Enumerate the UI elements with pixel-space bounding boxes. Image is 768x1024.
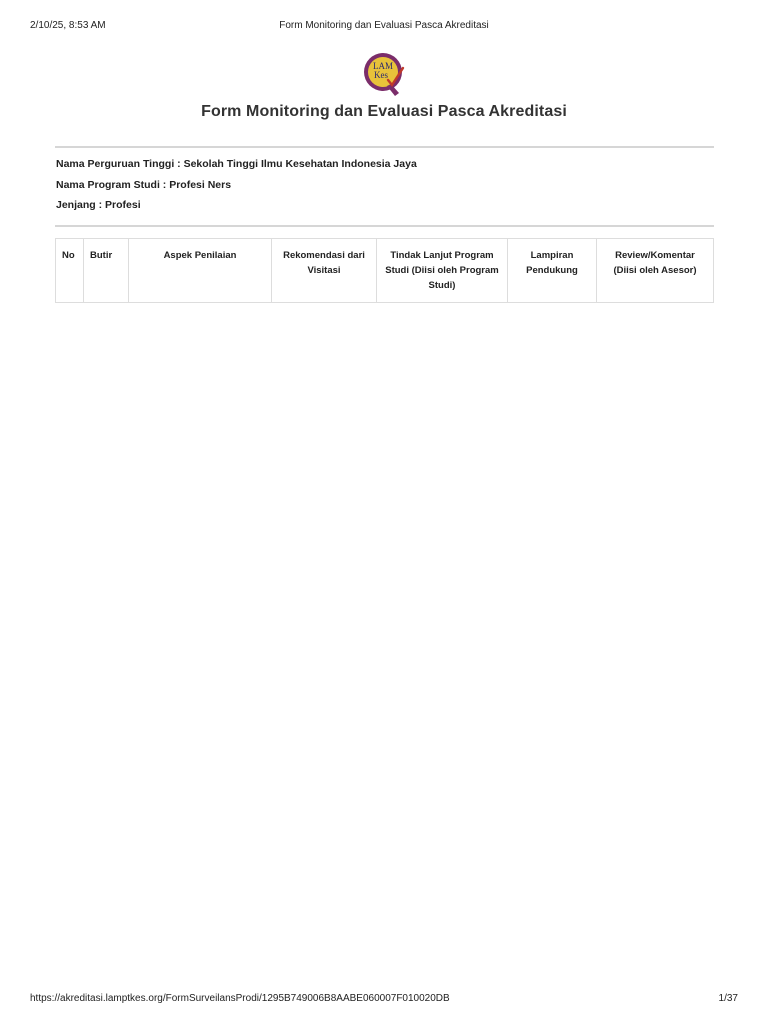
- page-number: 1/37: [718, 993, 738, 1004]
- logo-text-line1: LAM: [373, 61, 393, 71]
- print-datetime: 2/10/25, 8:53 AM: [30, 20, 106, 31]
- column-header-rekomendasi: Rekomendasi dari Visitasi: [272, 239, 377, 303]
- print-header: [30, 20, 738, 34]
- column-header-lampiran: Lampiran Pendukung: [508, 239, 597, 303]
- column-header-tindak-lanjut: Tindak Lanjut Program Studi (Diisi oleh Program Studi): [377, 239, 508, 303]
- page-title: Form Monitoring dan Evaluasi Pasca Akreditasi: [201, 103, 567, 120]
- print-document-title: Form Monitoring dan Evaluasi Pasca Akreditasi: [279, 20, 489, 31]
- column-header-review: Review/Komentar (Diisi oleh Asesor): [597, 239, 714, 303]
- program-info: [56, 157, 417, 219]
- column-header-butir: Butir: [84, 239, 129, 303]
- institution-name: Nama Perguruan Tinggi : Sekolah Tinggi Ilmu Kesehatan Indonesia Jaya: [56, 158, 417, 170]
- column-header-aspek-penilaian: Aspek Penilaian: [129, 239, 272, 303]
- table-header-row: [56, 239, 714, 303]
- logo-text-line2: Kes: [374, 70, 388, 80]
- evaluation-table: [55, 238, 714, 303]
- print-url: https://akreditasi.lamptkes.org/FormSurveilansProdi/1295B749006B8AABE060007F010020DB: [30, 993, 450, 1004]
- print-footer: [30, 993, 738, 1007]
- lamkes-logo: [361, 50, 407, 98]
- divider-top: [55, 146, 714, 148]
- column-header-no: No: [56, 239, 84, 303]
- program-name: Nama Program Studi : Profesi Ners: [56, 178, 232, 191]
- program-level: Jenjang : Profesi: [56, 199, 141, 211]
- divider-bottom: [55, 225, 714, 227]
